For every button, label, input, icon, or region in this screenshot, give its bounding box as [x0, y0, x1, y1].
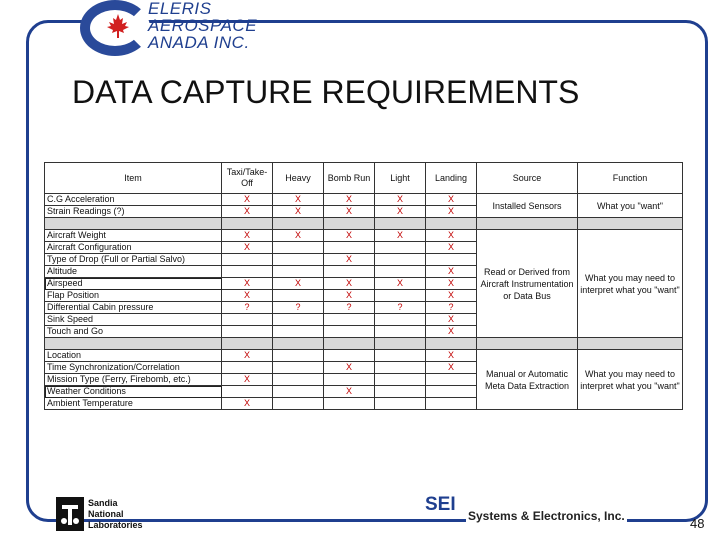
separator-cell [222, 218, 273, 230]
group-separator-row [45, 338, 683, 350]
sandia-emblem-icon [56, 497, 84, 531]
separator-cell [273, 218, 324, 230]
separator-cell [477, 338, 578, 350]
mark-cell: X [324, 194, 375, 206]
mark-cell: X [273, 230, 324, 242]
mark-cell [273, 254, 324, 266]
sandia-line: Laboratories [88, 520, 143, 530]
sei-logo: SEI [422, 494, 459, 516]
header-taxi-takeoff: Taxi/Take-Off [222, 163, 273, 194]
table-row [45, 230, 683, 242]
mark-cell: X [222, 290, 273, 302]
mark-cell: X [324, 362, 375, 374]
item-cell: Time Synchronization/Correlation [45, 362, 222, 374]
slide-title: DATA CAPTURE REQUIREMENTS [72, 74, 580, 110]
mark-cell [375, 398, 426, 410]
mark-cell: X [324, 386, 375, 398]
item-cell: Aircraft Weight [45, 230, 222, 242]
mark-cell: X [426, 290, 477, 302]
mark-cell: X [222, 350, 273, 362]
function-cell: What you may need to interpret what you "want" [578, 230, 683, 338]
table-header-row [45, 163, 683, 194]
group-separator-row [45, 218, 683, 230]
mark-cell: ? [375, 302, 426, 314]
separator-cell [578, 218, 683, 230]
separator-cell [426, 338, 477, 350]
header-light: Light [375, 163, 426, 194]
mark-cell: ? [426, 302, 477, 314]
item-cell: Strain Readings (?) [45, 206, 222, 218]
mark-cell [426, 398, 477, 410]
mark-cell [375, 266, 426, 278]
source-cell: Installed Sensors [477, 194, 578, 218]
logo-line: ELERIS [148, 0, 212, 18]
mark-cell: X [273, 206, 324, 218]
mark-cell: X [426, 266, 477, 278]
mark-cell: X [324, 254, 375, 266]
mark-cell: X [222, 206, 273, 218]
sandia-logo-text [88, 498, 143, 531]
mark-cell [375, 350, 426, 362]
mark-cell: X [426, 278, 477, 290]
mark-cell [273, 290, 324, 302]
header-heavy: Heavy [273, 163, 324, 194]
mark-cell [375, 314, 426, 326]
item-cell: Aircraft Configuration [45, 242, 222, 254]
mark-cell [426, 374, 477, 386]
mark-cell [324, 374, 375, 386]
item-cell: C.G Acceleration [45, 194, 222, 206]
mark-cell [273, 362, 324, 374]
mark-cell: X [273, 278, 324, 290]
table-row [45, 194, 683, 206]
mark-cell: ? [222, 302, 273, 314]
mark-cell [273, 326, 324, 338]
mark-cell [324, 314, 375, 326]
mark-cell [273, 314, 324, 326]
sandia-logo [56, 497, 142, 533]
sandia-line: Sandia [88, 498, 118, 508]
mark-cell [273, 374, 324, 386]
header-source: Source [477, 163, 578, 194]
mark-cell [375, 290, 426, 302]
function-cell: What you "want" [578, 194, 683, 218]
mark-cell [273, 350, 324, 362]
mark-cell [375, 374, 426, 386]
mark-cell [324, 350, 375, 362]
separator-cell [477, 218, 578, 230]
mark-cell: X [273, 194, 324, 206]
mark-cell: X [426, 350, 477, 362]
mark-cell [375, 386, 426, 398]
mark-cell: X [222, 278, 273, 290]
mark-cell [375, 242, 426, 254]
separator-cell [375, 218, 426, 230]
mark-cell: X [375, 206, 426, 218]
mark-cell: X [426, 194, 477, 206]
item-cell: Type of Drop (Full or Partial Salvo) [45, 254, 222, 266]
mark-cell: X [222, 374, 273, 386]
separator-cell [324, 218, 375, 230]
separator-cell [578, 338, 683, 350]
requirements-table [44, 162, 683, 410]
mark-cell: X [324, 230, 375, 242]
function-cell: What you may need to interpret what you "want" [578, 350, 683, 410]
source-cell: Read or Derived from Aircraft Instrumentation or Data Bus [477, 230, 578, 338]
item-cell: Location [45, 350, 222, 362]
mark-cell [273, 398, 324, 410]
item-cell: Airspeed [45, 278, 222, 290]
item-cell: Weather Conditions [45, 386, 222, 398]
mark-cell: X [222, 230, 273, 242]
separator-cell [222, 338, 273, 350]
item-cell: Touch and Go [45, 326, 222, 338]
mark-cell: X [426, 242, 477, 254]
mark-cell [426, 386, 477, 398]
separator-cell [45, 218, 222, 230]
mark-cell [375, 326, 426, 338]
logo-line: ANADA INC. [148, 33, 250, 52]
separator-cell [273, 338, 324, 350]
mark-cell [273, 242, 324, 254]
item-cell: Ambient Temperature [45, 398, 222, 410]
header-item: Item [45, 163, 222, 194]
company-logo-text [148, 0, 257, 51]
mark-cell: X [324, 290, 375, 302]
item-cell: Flap Position [45, 290, 222, 302]
mark-cell [222, 386, 273, 398]
mark-cell [324, 242, 375, 254]
mark-cell [324, 266, 375, 278]
page-number: 48 [690, 516, 705, 531]
mark-cell [222, 254, 273, 266]
mark-cell [222, 362, 273, 374]
item-cell: Sink Speed [45, 314, 222, 326]
header-function: Function [578, 163, 683, 194]
mark-cell [324, 398, 375, 410]
item-cell: Altitude [45, 266, 222, 278]
sandia-line: National [88, 509, 124, 519]
mark-cell [324, 326, 375, 338]
mark-cell [273, 386, 324, 398]
mark-cell [375, 362, 426, 374]
mark-cell: X [324, 278, 375, 290]
mark-cell: X [426, 206, 477, 218]
mark-cell [222, 314, 273, 326]
mark-cell: X [324, 206, 375, 218]
mark-cell: X [375, 278, 426, 290]
mark-cell: ? [273, 302, 324, 314]
mark-cell: X [375, 194, 426, 206]
source-cell: Manual or Automatic Meta Data Extraction [477, 350, 578, 410]
header-bomb-run: Bomb Run [324, 163, 375, 194]
mark-cell [273, 266, 324, 278]
separator-cell [324, 338, 375, 350]
item-cell: Mission Type (Ferry, Firebomb, etc.) [45, 374, 222, 386]
mark-cell: X [222, 242, 273, 254]
mark-cell: X [222, 194, 273, 206]
separator-cell [426, 218, 477, 230]
mark-cell: X [375, 230, 426, 242]
mark-cell: X [426, 326, 477, 338]
mark-cell: ? [324, 302, 375, 314]
mark-cell: X [426, 314, 477, 326]
mark-cell: X [426, 230, 477, 242]
logo-line: AEROSPACE [148, 16, 258, 35]
mark-cell [222, 326, 273, 338]
mark-cell [375, 254, 426, 266]
mark-cell: X [222, 398, 273, 410]
header-landing: Landing [426, 163, 477, 194]
maple-leaf-icon [104, 12, 132, 40]
mark-cell [222, 266, 273, 278]
mark-cell: X [426, 362, 477, 374]
item-cell: Differential Cabin pressure [45, 302, 222, 314]
table-row [45, 350, 683, 362]
company-name: Systems & Electronics, Inc. [468, 509, 625, 523]
mark-cell [426, 254, 477, 266]
separator-cell [375, 338, 426, 350]
separator-cell [45, 338, 222, 350]
